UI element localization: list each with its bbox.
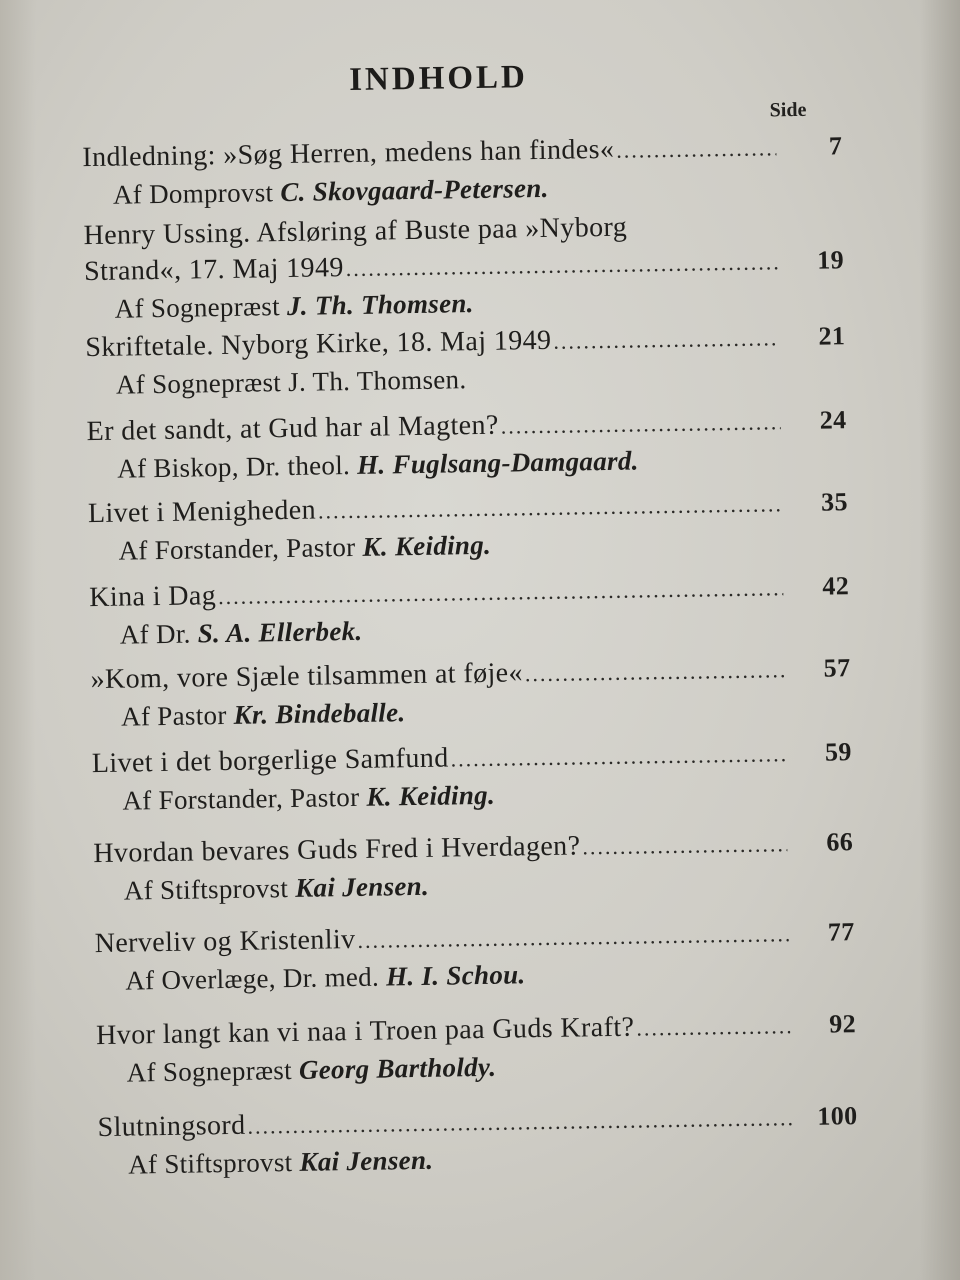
toc-page-number: 21 xyxy=(818,321,846,351)
author-prefix: Af Forstander, Pastor xyxy=(122,781,360,816)
leader-dots xyxy=(582,826,787,865)
toc-page-number: 7 xyxy=(828,131,843,161)
toc-entry xyxy=(89,568,850,653)
leader-dots xyxy=(357,916,789,959)
toc-entry xyxy=(88,484,849,569)
toc-page-number: 57 xyxy=(823,653,851,683)
toc-page-number: 24 xyxy=(819,405,847,435)
author-prefix: Af Sognepræst xyxy=(114,291,281,324)
toc-entry xyxy=(97,1098,858,1183)
author-name: Kr. Bindeballe. xyxy=(233,697,406,730)
leader-dots xyxy=(500,404,780,444)
author-name: H. Fuglsang-Damgaard. xyxy=(356,445,639,480)
toc-entry xyxy=(83,206,845,327)
author-name: K. Keiding. xyxy=(366,779,496,812)
toc-entry xyxy=(94,914,855,999)
author-prefix: Af Stiftsprovst xyxy=(127,1147,293,1180)
author-prefix: Af Sognepræst J. Th. Thomsen. xyxy=(115,364,467,400)
author-name: K. Keiding. xyxy=(362,529,492,562)
toc-title: Strand«, 17. Maj 1949 xyxy=(83,252,344,288)
toc-title: Livet i Menigheden xyxy=(87,494,317,530)
toc-entry xyxy=(85,318,846,403)
toc-page-number: 77 xyxy=(827,917,855,947)
page-column-label: Side xyxy=(769,98,807,122)
leader-dots xyxy=(318,486,782,529)
author-prefix: Af Overlæge, Dr. med. xyxy=(125,961,380,996)
toc-page-number: 92 xyxy=(829,1009,857,1039)
author-name: C. Skovgaard-Petersen. xyxy=(280,172,549,208)
author-prefix: Af Domprovst xyxy=(112,177,274,210)
toc-title: Er det sandt, at Gud har al Magten? xyxy=(86,409,499,448)
toc-entry xyxy=(93,824,854,909)
toc-title: Skriftetale. Nyborg Kirke, 18. Maj 1949 xyxy=(85,324,552,364)
toc-page-number: 35 xyxy=(820,487,849,517)
page-title: INDHOLD xyxy=(348,59,529,98)
toc-title: Nerveliv og Kristenliv xyxy=(94,923,356,960)
author-name: J. Th. Thomsen. xyxy=(286,288,474,321)
leader-dots xyxy=(345,244,778,287)
toc-entry xyxy=(82,128,843,213)
author-name: H. I. Schou. xyxy=(385,959,526,992)
toc-title: Hvordan bevares Guds Fred i Hverdagen? xyxy=(93,830,581,870)
toc-title: »Kom, vore Sjæle tilsammen at føje« xyxy=(90,657,524,696)
toc-title: Livet i det borgerlige Samfund xyxy=(91,742,449,780)
toc-title: Hvor langt kan vi naa i Troen paa Guds Kraft? xyxy=(95,1011,635,1052)
leader-dots xyxy=(553,320,779,360)
toc-page-number: 66 xyxy=(826,827,854,857)
author-name: Georg Bartholdy. xyxy=(298,1051,497,1085)
toc-entry xyxy=(96,1006,857,1091)
toc-entry xyxy=(90,650,851,735)
author-name: S. A. Ellerbek. xyxy=(197,615,363,649)
toc-page-number: 59 xyxy=(824,737,853,767)
toc-title: Slutningsord xyxy=(97,1109,246,1144)
author-prefix: Af Sognepræst xyxy=(126,1055,293,1088)
toc-title: Indledning: »Søg Herren, medens han findes« xyxy=(82,133,615,174)
author-prefix: Af Stiftsprovst xyxy=(123,873,289,906)
author-prefix: Af Dr. xyxy=(119,618,191,650)
leader-dots xyxy=(636,1008,790,1046)
toc-title-first-line: Henry Ussing. Afsløring af Buste paa »Nyborg xyxy=(83,211,628,252)
leader-dots xyxy=(525,652,785,692)
author-prefix: Af Forstander, Pastor xyxy=(118,531,356,566)
author-prefix: Af Pastor xyxy=(120,699,227,732)
toc-entry xyxy=(86,402,847,487)
toc-page-number: 19 xyxy=(817,245,845,275)
toc-entry xyxy=(92,734,853,819)
author-name: Kai Jensen. xyxy=(299,1144,434,1177)
leader-dots xyxy=(616,130,777,169)
toc-title: Kina i Dag xyxy=(89,580,217,614)
author-prefix: Af Biskop, Dr. theol. xyxy=(117,450,351,484)
toc-page-number: 100 xyxy=(817,1101,858,1131)
toc-page-number: 42 xyxy=(822,571,850,601)
leader-dots xyxy=(450,736,786,777)
author-name: Kai Jensen. xyxy=(294,870,430,903)
